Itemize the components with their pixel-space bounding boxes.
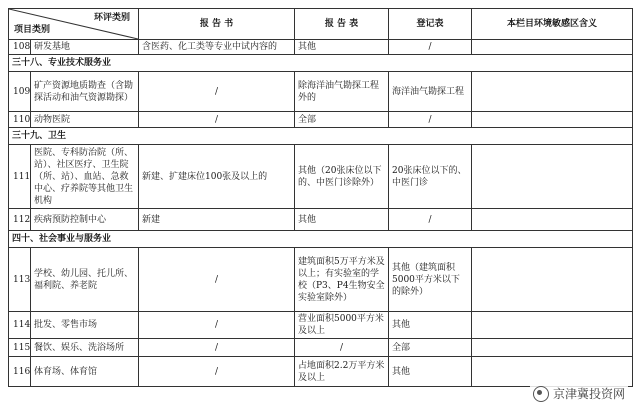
item-number: 113: [9, 248, 31, 312]
report-book-cell: /: [139, 357, 295, 387]
sensitive-area-cell: [472, 357, 633, 387]
registration-cell: 其他（建筑面积5000平方米以下的除外）: [389, 248, 472, 312]
item-number: 110: [9, 112, 31, 128]
table-row: [9, 209, 633, 231]
environmental-classification-table: [8, 8, 633, 387]
item-name: 研发基地: [31, 40, 139, 55]
item-name: 医院、专科防治院（所、站）、社区医疗、卫生院（所、站）、血站、急救中心、疗养院等其他卫生机构: [31, 145, 139, 209]
watermark: [530, 384, 628, 403]
table-row: [9, 72, 633, 112]
registration-cell: 海洋油气勘探工程: [389, 72, 472, 112]
item-number: 111: [9, 145, 31, 209]
report-form-cell: 营业面积5000平方米及以上: [295, 312, 389, 339]
item-number: 116: [9, 357, 31, 387]
report-form-cell: 除海洋油气勘探工程外的: [295, 72, 389, 112]
report-form-cell: 其他: [295, 209, 389, 231]
item-number: 109: [9, 72, 31, 112]
sensitive-area-cell: [472, 248, 633, 312]
section-title: 三十八、专业技术服务业: [9, 55, 633, 72]
item-name: 动物医院: [31, 112, 139, 128]
corner-bottom-label: 项目类别: [14, 25, 51, 35]
wechat-icon: [533, 386, 549, 402]
watermark-text: 京津冀投资网: [552, 387, 625, 401]
col-header-report-form: 报 告 表: [295, 9, 389, 40]
section-title: 三十九、卫生: [9, 128, 633, 145]
report-form-cell: 其他: [295, 40, 389, 55]
sensitive-area-cell: [472, 209, 633, 231]
table-row: [9, 145, 633, 209]
sensitive-area-cell: [472, 112, 633, 128]
item-number: 112: [9, 209, 31, 231]
item-name: 餐饮、娱乐、洗浴场所: [31, 339, 139, 357]
item-number: 114: [9, 312, 31, 339]
report-form-cell: 其他（20张床位以下的、中医门诊除外）: [295, 145, 389, 209]
item-name: 学校、幼儿园、托儿所、福利院、养老院: [31, 248, 139, 312]
item-number: 115: [9, 339, 31, 357]
registration-cell: 其他: [389, 312, 472, 339]
sensitive-area-cell: [472, 145, 633, 209]
table-body: [9, 40, 633, 387]
table-row: [9, 339, 633, 357]
sensitive-area-cell: [472, 339, 633, 357]
table-row: [9, 357, 633, 387]
registration-cell: 其他: [389, 357, 472, 387]
item-name: 批发、零售市场: [31, 312, 139, 339]
sensitive-area-cell: [472, 40, 633, 55]
registration-cell: /: [389, 112, 472, 128]
col-header-sensitive-area: 本栏目环境敏感区含义: [472, 9, 633, 40]
col-header-registration: 登记表: [389, 9, 472, 40]
report-form-cell: 建筑面积5万平方米及以上；有实验室的学校（P3、P4生物安全实验室除外）: [295, 248, 389, 312]
registration-cell: 20张床位以下的、中医门诊: [389, 145, 472, 209]
registration-cell: /: [389, 40, 472, 55]
report-book-cell: 新建、扩建床位100张及以上的: [139, 145, 295, 209]
section-row: [9, 55, 633, 72]
item-name: 体育场、体育馆: [31, 357, 139, 387]
col-header-report-book: 报 告 书: [139, 9, 295, 40]
section-title: 四十、社会事业与服务业: [9, 231, 633, 248]
report-book-cell: /: [139, 339, 295, 357]
table-row: [9, 112, 633, 128]
registration-cell: 全部: [389, 339, 472, 357]
item-name: 疾病预防控制中心: [31, 209, 139, 231]
corner-top-label: 环评类别: [93, 13, 130, 23]
table-row: [9, 40, 633, 55]
item-name: 矿产资源地质勘查（含勘探活动和油气资源勘探）: [31, 72, 139, 112]
report-book-cell: /: [139, 248, 295, 312]
sensitive-area-cell: [472, 312, 633, 339]
table-row: [9, 312, 633, 339]
table-header-row: [9, 9, 633, 40]
sensitive-area-cell: [472, 72, 633, 112]
section-row: [9, 128, 633, 145]
registration-cell: /: [389, 209, 472, 231]
report-book-cell: 新建: [139, 209, 295, 231]
report-form-cell: 全部: [295, 112, 389, 128]
report-book-cell: 含医药、化工类等专业中试内容的: [139, 40, 295, 55]
report-form-cell: /: [295, 339, 389, 357]
corner-header: [9, 9, 139, 40]
report-form-cell: 占地面积2.2万平方米及以上: [295, 357, 389, 387]
section-row: [9, 231, 633, 248]
item-number: 108: [9, 40, 31, 55]
table-row: [9, 248, 633, 312]
report-book-cell: /: [139, 112, 295, 128]
report-book-cell: /: [139, 312, 295, 339]
report-book-cell: /: [139, 72, 295, 112]
